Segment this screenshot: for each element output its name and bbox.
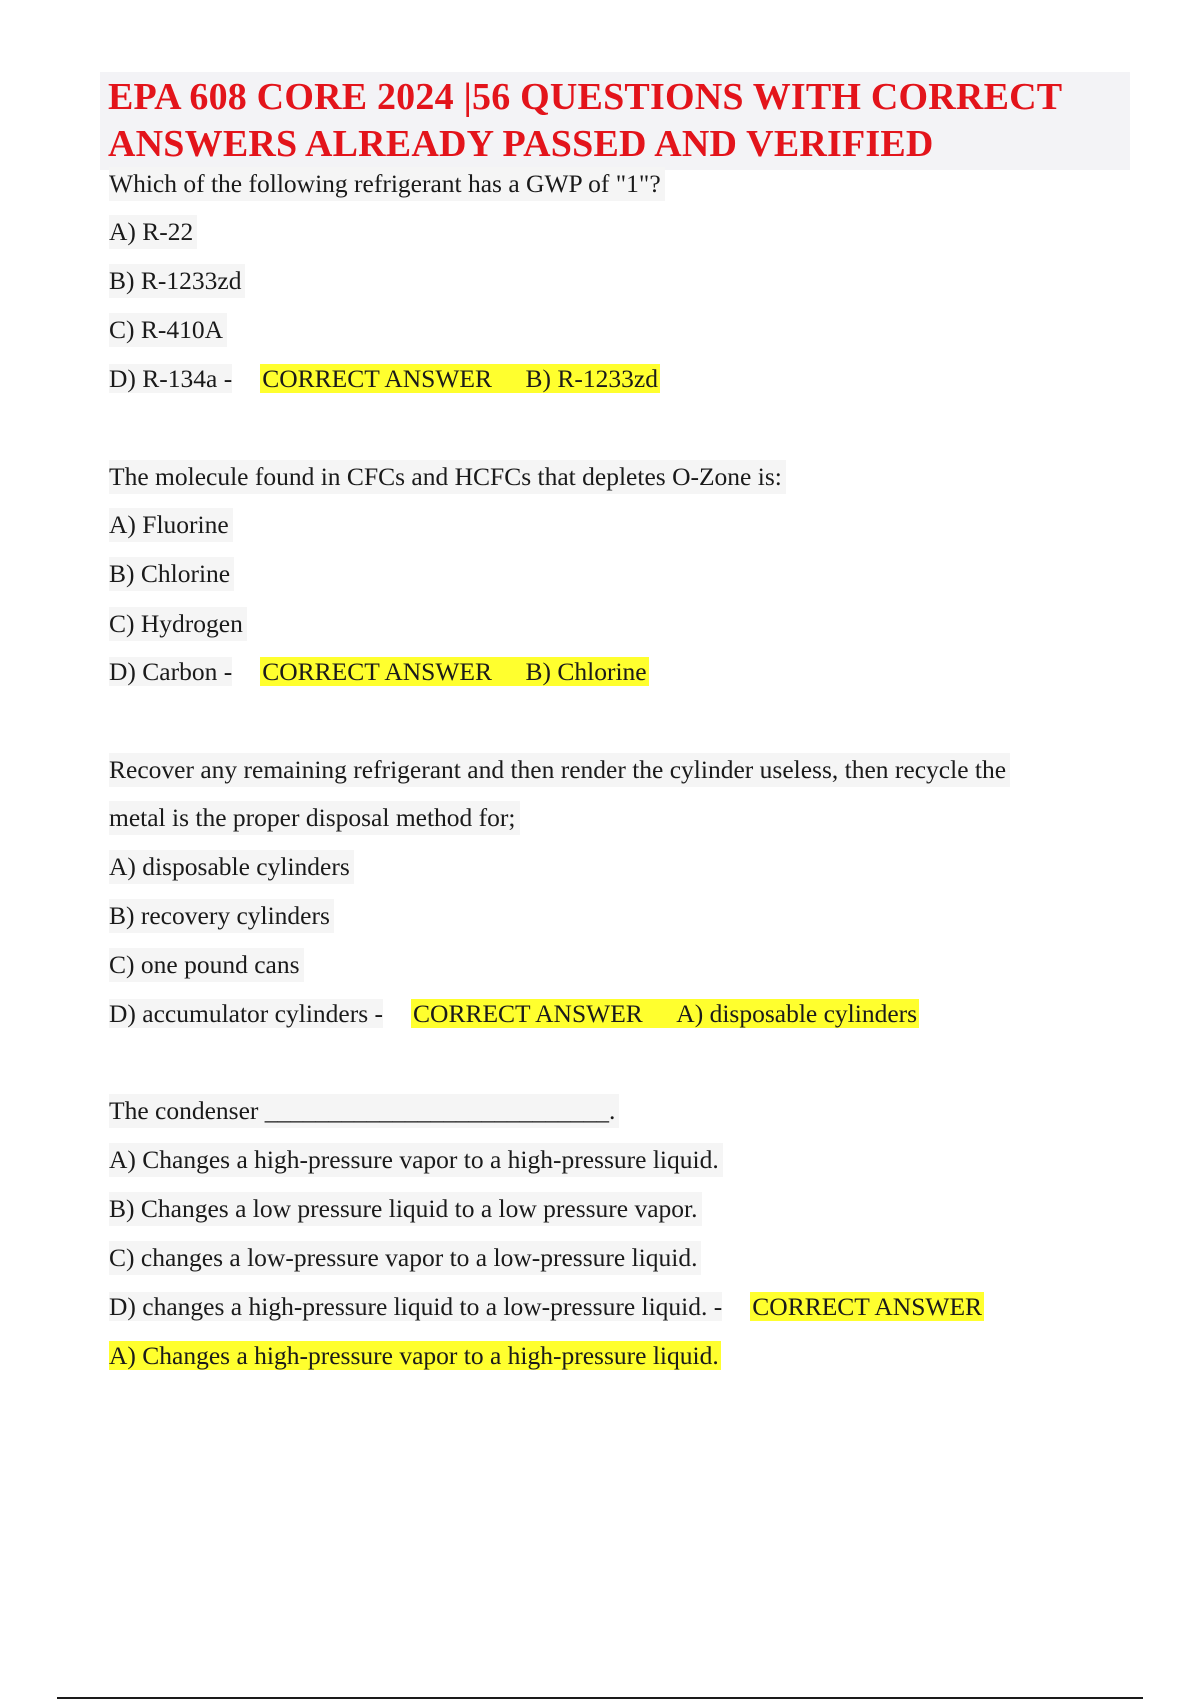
question-4-correct-label: CORRECT ANSWER <box>752 1292 983 1321</box>
question-3-correct-value: A) disposable cylinders <box>676 999 918 1028</box>
question-2-option-c: C) Hydrogen <box>109 607 247 641</box>
question-2-correct-label: CORRECT ANSWER <box>262 657 492 686</box>
question-2-stem: The molecule found in CFCs and HCFCs that depletes O-Zone is: <box>109 460 786 494</box>
question-3-option-b: B) recovery cylinders <box>109 899 334 933</box>
question-4-option-a: A) Changes a high-pressure vapor to a high-pressure liquid. <box>109 1143 723 1177</box>
question-2-option-b: B) Chlorine <box>109 557 234 591</box>
question-4-stem: The condenser ___________________________. <box>109 1094 619 1128</box>
question-3-option-d-row <box>109 997 923 1031</box>
question-1-option-d: D) R-134a - <box>109 364 233 393</box>
question-4-option-d: D) changes a high-pressure liquid to a low-pressure liquid. - <box>109 1292 723 1321</box>
footer-divider <box>57 1697 1143 1699</box>
question-1-option-c: C) R-410A <box>109 313 227 347</box>
question-3-correct-label: CORRECT ANSWER <box>413 999 643 1028</box>
question-1-option-d-row <box>109 362 664 396</box>
question-4-option-c: C) changes a low-pressure vapor to a low-pressure liquid. <box>109 1241 701 1275</box>
question-2-correct-value: B) Chlorine <box>525 657 647 686</box>
question-3-option-d: D) accumulator cylinders - <box>109 999 384 1028</box>
question-3-stem-line-1: Recover any remaining refrigerant and then render the cylinder useless, then recycle the <box>109 753 1010 787</box>
question-3-option-c: C) one pound cans <box>109 948 304 982</box>
question-2-option-a: A) Fluorine <box>109 508 233 542</box>
question-4-option-b: B) Changes a low pressure liquid to a low pressure vapor. <box>109 1192 702 1226</box>
question-1-option-a: A) R-22 <box>109 215 197 249</box>
question-1-correct-value: B) R-1233zd <box>525 364 658 393</box>
question-3-gap <box>645 999 675 1028</box>
document-title: EPA 608 CORE 2024 |56 QUESTIONS WITH CORRECT ANSWERS ALREADY PASSED AND VERIFIED <box>108 76 1062 165</box>
question-4-option-d-row <box>109 1290 988 1324</box>
question-1-stem: Which of the following refrigerant has a GWP of "1"? <box>109 167 665 201</box>
question-1-gap <box>494 364 524 393</box>
question-2-option-d: D) Carbon - <box>109 657 233 686</box>
question-3-option-a: A) disposable cylinders <box>109 850 354 884</box>
question-4-correct-value: A) Changes a high-pressure vapor to a high-pressure liquid. <box>109 1341 719 1370</box>
question-1-option-b: B) R-1233zd <box>109 264 245 298</box>
question-1-correct-label: CORRECT ANSWER <box>262 364 492 393</box>
title-block <box>100 72 1130 170</box>
question-4-correct-row <box>109 1339 725 1373</box>
question-2-option-d-row <box>109 655 653 689</box>
question-2-gap <box>494 657 524 686</box>
question-3-stem-line-2: metal is the proper disposal method for; <box>109 801 520 835</box>
